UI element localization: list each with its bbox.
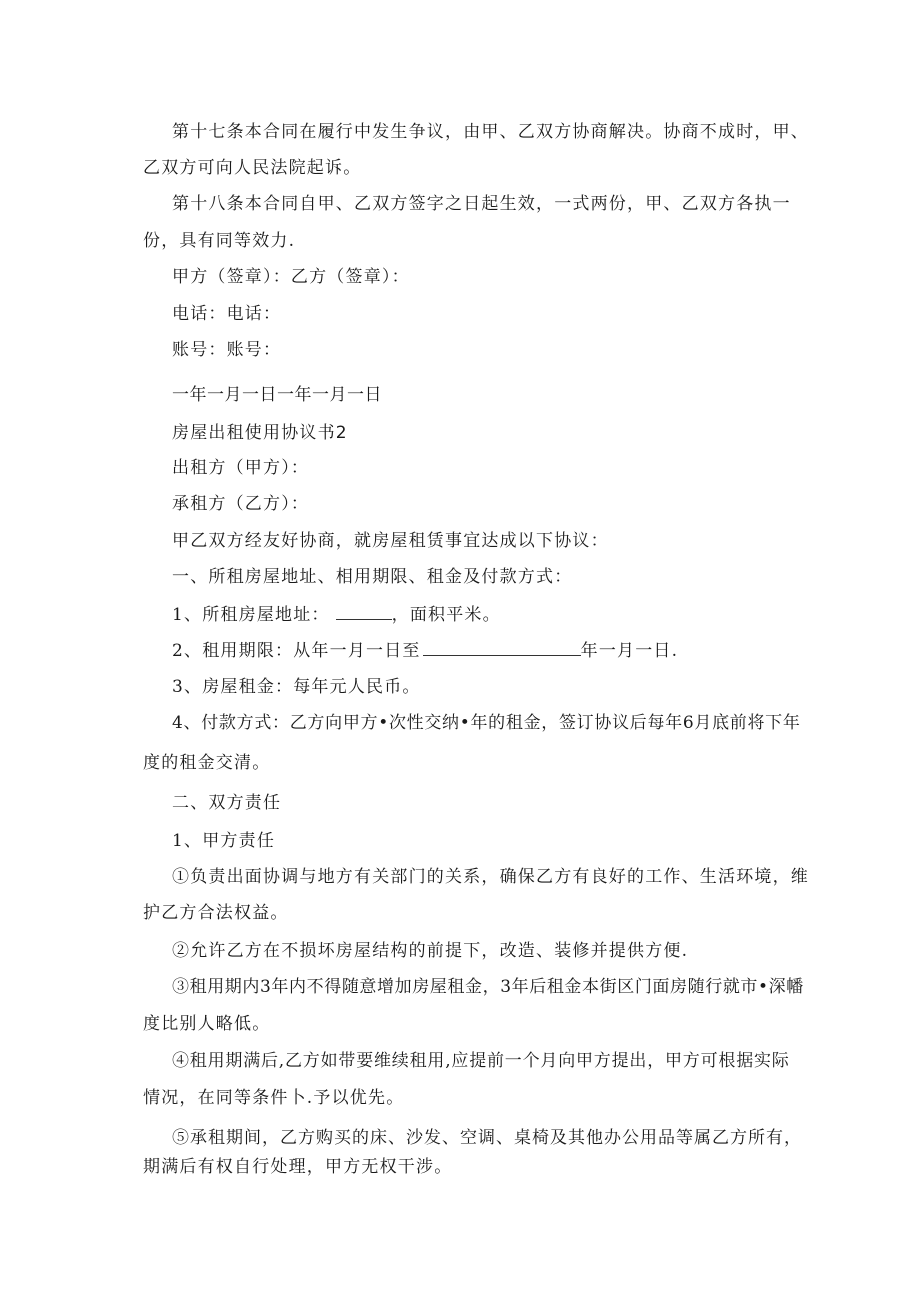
item-2-prefix: 2、租用期限：从年一月一日至 xyxy=(172,641,421,661)
end-date-blank xyxy=(423,639,581,656)
clause-5-line-2: 期满后有权自行处理，甲方无权干涉。 xyxy=(143,1157,453,1177)
phone-line: 电话：电话： xyxy=(172,304,282,324)
section-2-heading: 二、双方责任 xyxy=(172,793,282,813)
item-3-line: 3、房屋租金：每年元人民币。 xyxy=(172,677,421,697)
clause-4-line-2: 情况，在同等条件卜.予以优先。 xyxy=(143,1088,405,1108)
account-line: 账号：账号： xyxy=(172,340,282,360)
item-1-line xyxy=(172,603,501,626)
signature-line: 甲方（签章）：乙方（签章）： xyxy=(172,267,410,287)
article-18-line-1: 第十八条本合同自甲、乙双方签字之日起生效，一式两份，甲、乙双方各执一 xyxy=(172,194,791,214)
item-1-suffix: ，面积平米。 xyxy=(391,605,501,625)
article-18-line-2: 份，具有同等效力. xyxy=(143,231,296,251)
clause-5-line-1: ⑤承租期间，乙方购买的床、沙发、空调、桌椅及其他办公用品等属乙方所有， xyxy=(172,1128,802,1148)
lessee-line: 承租方（乙方）： xyxy=(172,494,310,514)
item-4-line-1: 4、付款方式：乙方向甲方•次性交纳•年的租金，签订协议后每年6月底前将下年 xyxy=(172,713,801,733)
clause-1-line-1: ①负责出面协调与地方有关部门的关系，确保乙方有良好的工作、生活环境，维 xyxy=(172,867,809,887)
section-1-heading: 一、所租房屋地址、相用期限、租金及付款方式： xyxy=(172,567,573,587)
item-2-line xyxy=(172,639,678,662)
item-1-prefix: 1、所租房屋地址： xyxy=(172,605,330,625)
item-4-line-2: 度的租金交清。 xyxy=(143,753,271,773)
article-17-line-1: 第十七条本合同在履行中发生争议，由甲、乙双方协商解决。协商不成时，甲、 xyxy=(172,122,809,142)
clause-3-line-1: ③租用期内3年内不得随意增加房屋租金，3年后租金本街区门面房随行就市•深幡 xyxy=(172,977,804,997)
article-17-line-2: 乙双方可向人民法院起诉。 xyxy=(143,158,362,178)
clause-4-line-1: ④租用期满后,乙方如带要维续租用,应提前一个月向甲方提出，甲方可根据实际 xyxy=(172,1051,790,1071)
party-a-duty-heading: 1、甲方责任 xyxy=(172,831,276,851)
agreement-title: 房屋出租使用协议书2 xyxy=(172,423,348,443)
clause-2-line: ②允许乙方在不损坏房屋结构的前提下，改造、装修并提供方便. xyxy=(172,941,689,961)
date-line: 一年一月一日一年一月一日 xyxy=(172,385,382,405)
item-2-suffix: 年一月一日. xyxy=(580,641,679,661)
intro-line: 甲乙双方经友好协商，就房屋租赁事宜达成以下协议： xyxy=(172,531,609,551)
address-blank xyxy=(336,603,392,620)
clause-3-line-2: 度比别人略低。 xyxy=(143,1014,271,1034)
clause-1-line-2: 护乙方合法权益。 xyxy=(143,903,289,923)
lessor-line: 出租方（甲方）： xyxy=(172,458,310,478)
